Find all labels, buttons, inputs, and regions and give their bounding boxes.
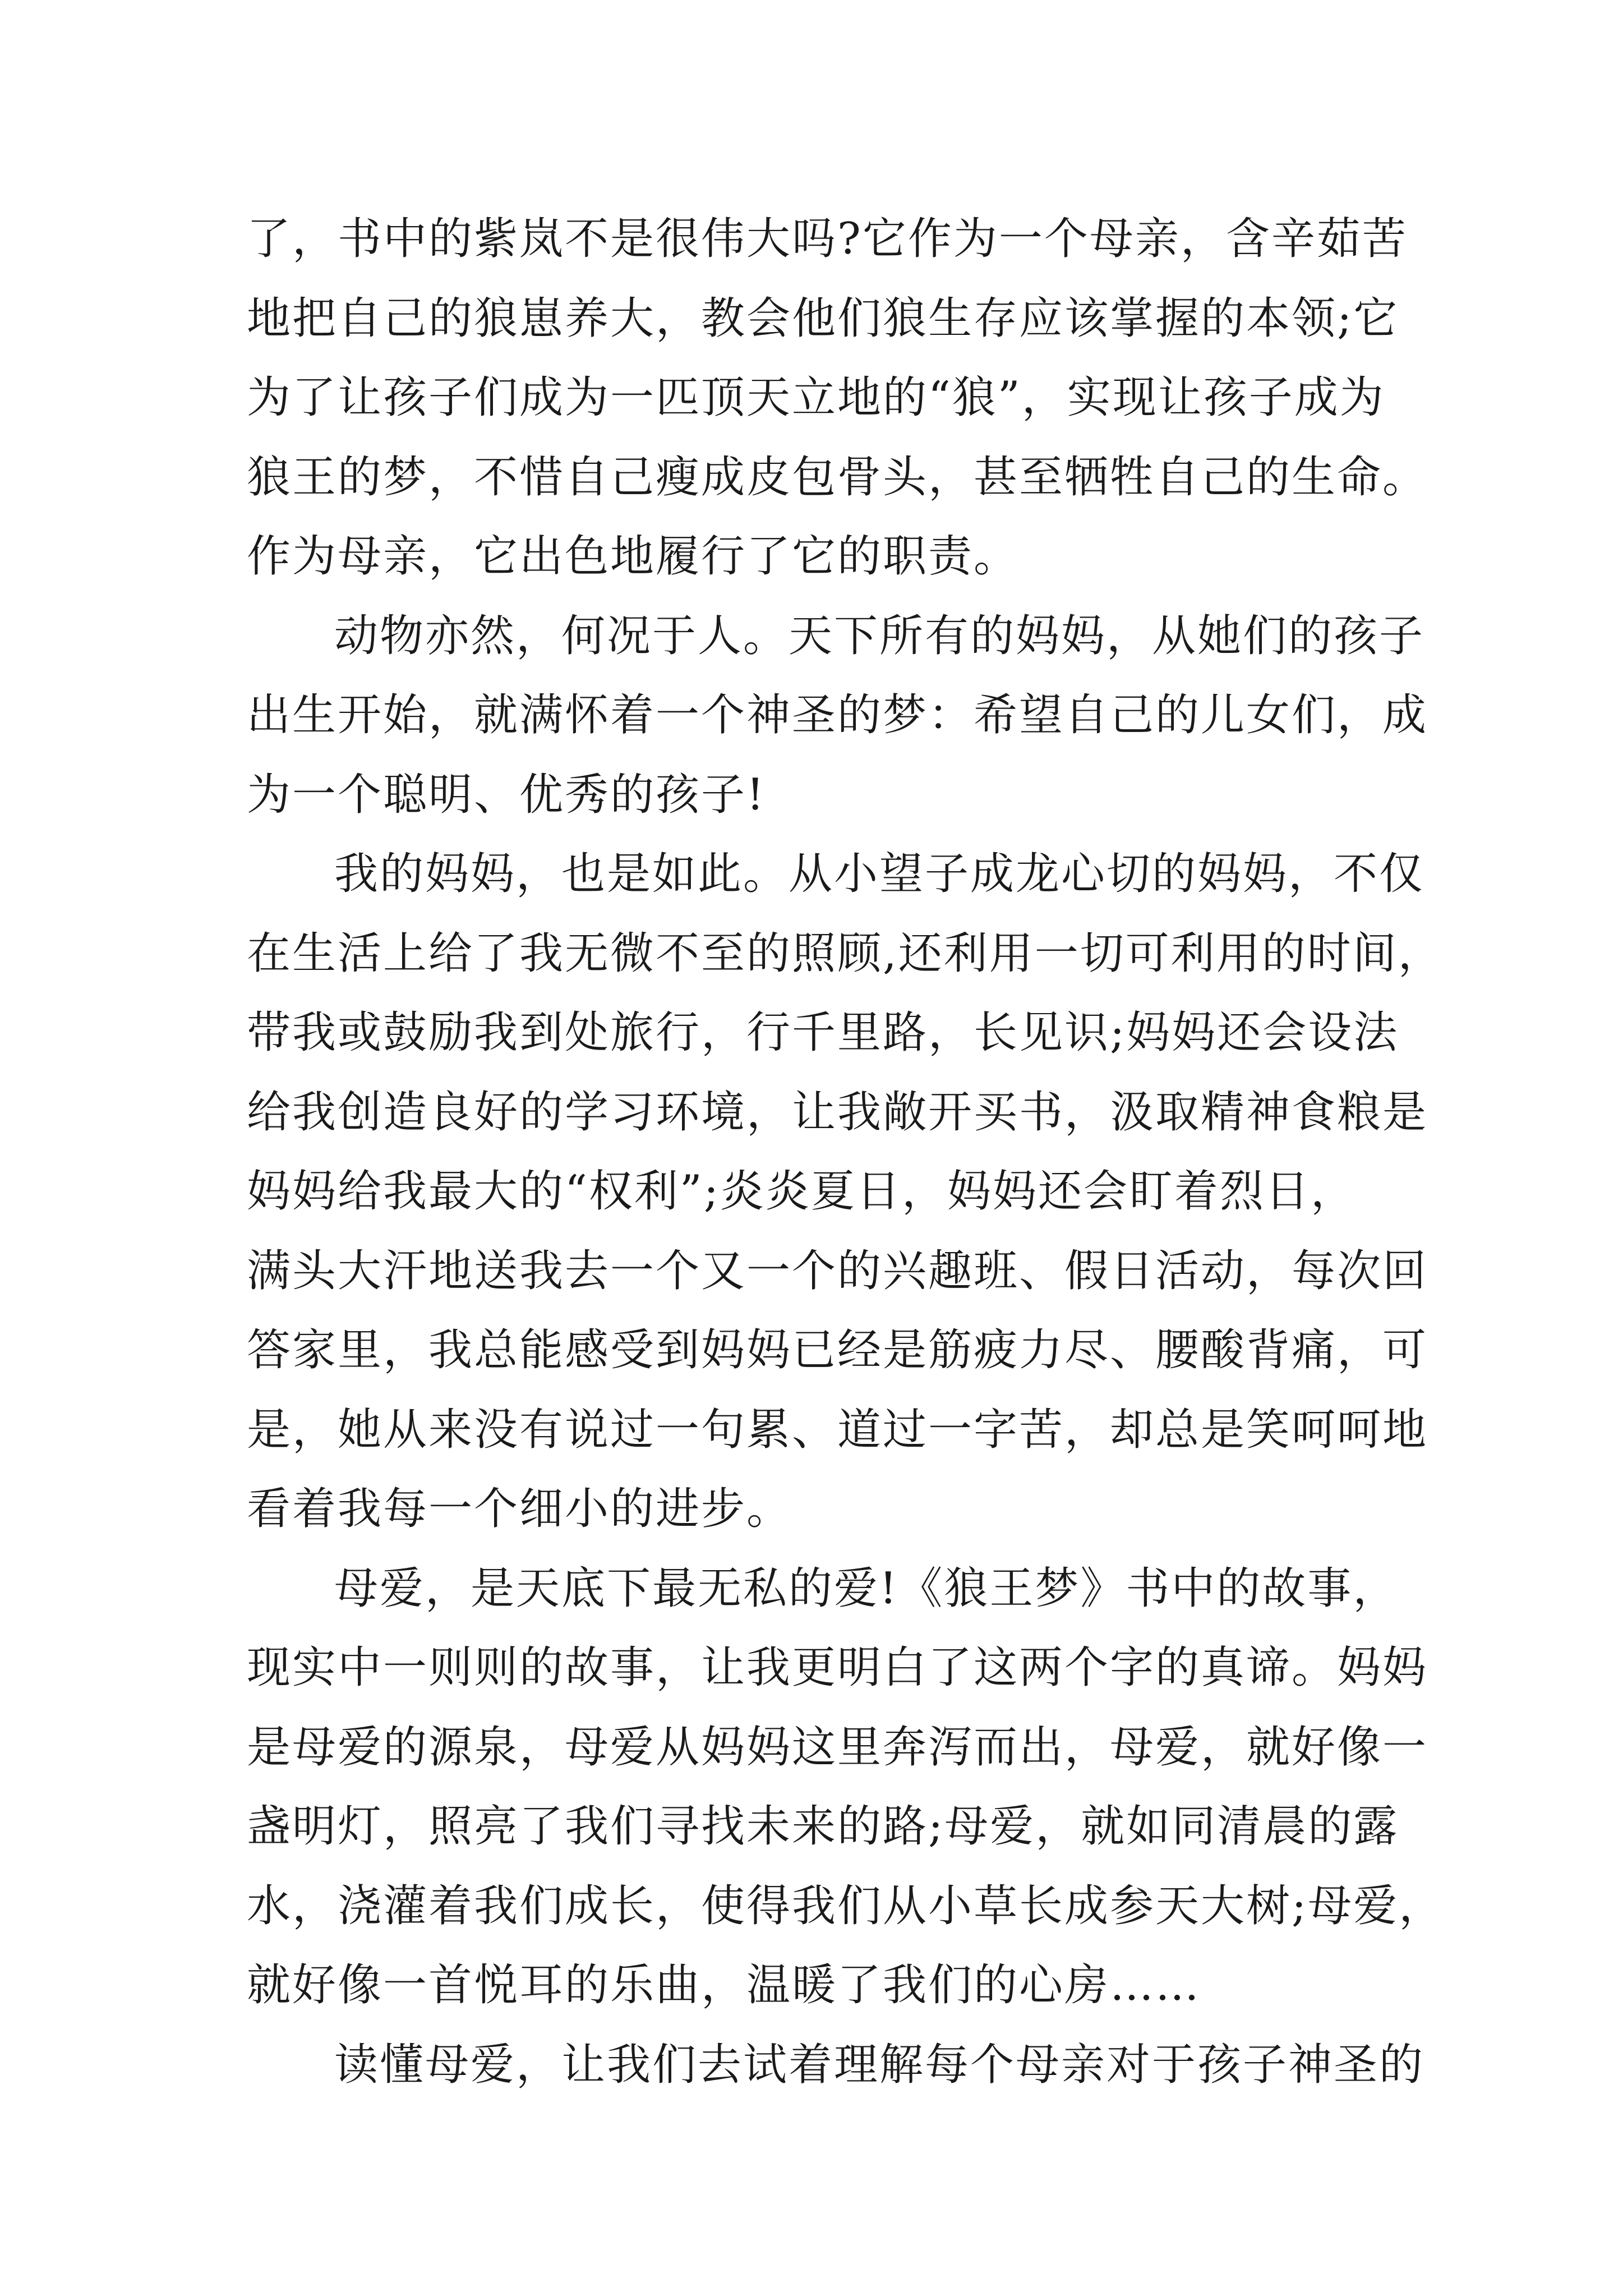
document-body-text [247, 200, 1445, 2105]
paragraph-first-line: 我的妈妈，也是如此。从小望子成龙心切的妈妈，不仅 [334, 849, 1425, 899]
text-line: 水，浇灌着我们成长，使得我们从小草长成参天大树;母爱， [247, 1880, 1445, 1931]
text-line: 妈妈给我最大的“权利”;炎炎夏日，妈妈还会盯着烈日， [247, 1166, 1357, 1217]
paragraph-first-line: 动物亦然，何况于人。天下所有的妈妈，从她们的孩子 [334, 610, 1425, 661]
text-line: 为了让孩子们成为一匹顶天立地的“狼”，实现让孩子成为 [247, 372, 1385, 423]
text-line: 答家里，我总能感受到妈妈已经是筋疲力尽、腰酸背痛，可 [247, 1325, 1428, 1375]
text-line: 带我或鼓励我到处旅行，行千里路，长见识;妈妈还会设法 [247, 1007, 1399, 1058]
paragraph-first-line: 读懂母爱，让我们去试着理解每个母亲对于孩子神圣的 [334, 2039, 1425, 2090]
text-line: 是，她从来没有说过一句累、道过一字苦，却总是笑呵呵地 [247, 1404, 1428, 1455]
text-line: 地把自己的狼崽养大，教会他们狼生存应该掌握的本领;它 [247, 293, 1399, 344]
text-line: 现实中一则则的故事，让我更明白了这两个字的真谛。妈妈 [247, 1642, 1428, 1693]
text-line: 看着我每一个细小的进步。 [247, 1484, 792, 1534]
text-line: 出生开始，就满怀着一个神圣的梦：希望自己的儿女们，成 [247, 690, 1428, 740]
text-line: 盏明灯，照亮了我们寻找未来的路;母爱，就如同清晨的露 [247, 1801, 1399, 1852]
text-line: 满头大汗地送我去一个又一个的兴趣班、假日活动，每次回 [247, 1245, 1428, 1296]
text-line: 了，书中的紫岚不是很伟大吗?它作为一个母亲，含辛茹苦 [247, 214, 1408, 264]
text-line: 是母爱的源泉，母爱从妈妈这里奔泻而出，母爱，就好像一 [247, 1722, 1428, 1773]
text-line: 就好像一首悦耳的乐曲，温暖了我们的心房…… [247, 1960, 1201, 2010]
paragraph-first-line: 母爱，是天底下最无私的爱!《狼王梦》书中的故事， [334, 1563, 1399, 1614]
text-line: 为一个聪明、优秀的孩子! [247, 769, 766, 820]
text-line: 给我创造良好的学习环境，让我敞开买书，汲取精神食粮是 [247, 1087, 1428, 1138]
text-line: 狼王的梦，不惜自己瘦成皮包骨头，甚至牺牲自己的生命。 [247, 452, 1428, 503]
text-line: 作为母亲，它出色地履行了它的职责。 [247, 531, 1020, 582]
text-line: 在生活上给了我无微不至的照顾,还利用一切可利用的时间， [247, 928, 1444, 979]
